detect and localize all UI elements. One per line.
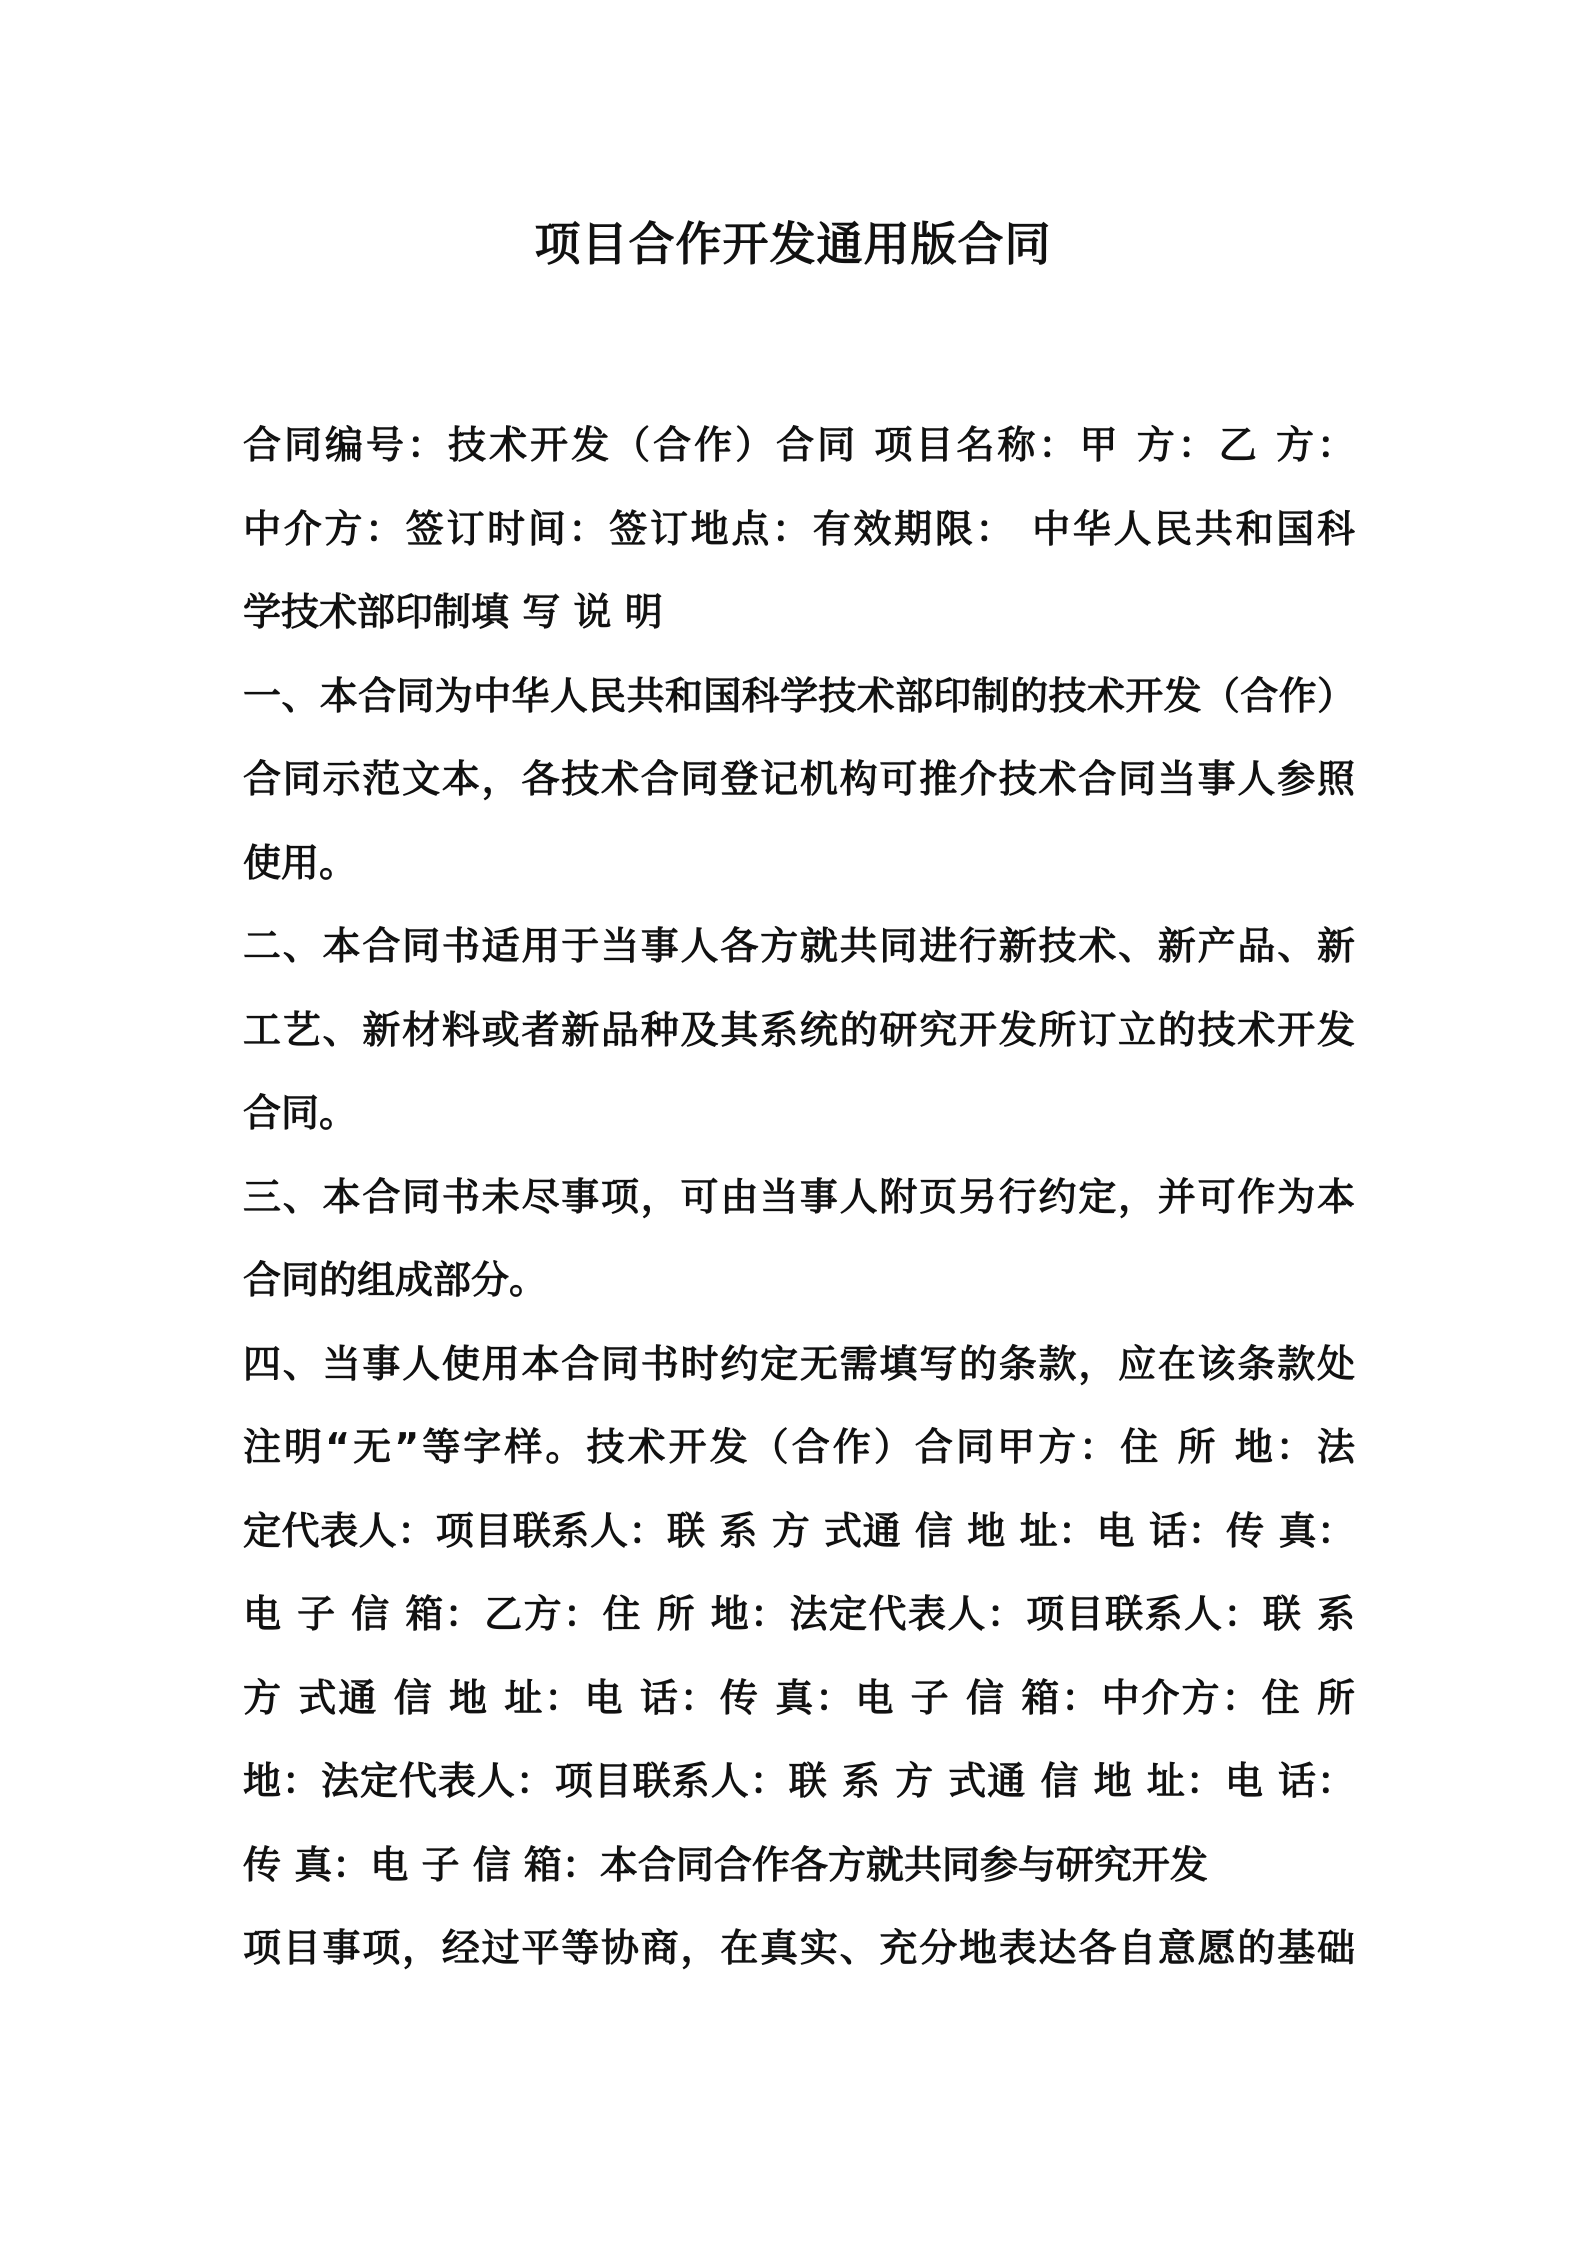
text-line: 合同的组成部分。 bbox=[243, 1258, 548, 1302]
text-line: 使用。 bbox=[243, 840, 358, 885]
text-line: 合同示范文本，各技术合同登记机构可推介技术合同当事人参照 bbox=[243, 757, 1355, 801]
text-line: 四、当事人使用本合同书时约定无需填写的条款，应在该条款处 bbox=[243, 1341, 1355, 1386]
text-line: 电 子 信 箱：乙方：住 所 地：法定代表人：项目联系人：联 系 bbox=[243, 1592, 1355, 1636]
text-line: 项目事项，经过平等协商，在真实、充分地表达各自意愿的基础 bbox=[243, 1926, 1355, 1970]
text-line: 合同编号：技术开发（合作）合同 项目名称：甲 方：乙 方： bbox=[243, 423, 1355, 467]
text-line: 定代表人：项目联系人：联 系 方 式通 信 地 址：电 话：传 真： bbox=[243, 1508, 1355, 1553]
text-line: 合同。 bbox=[243, 1091, 358, 1135]
text-line: 传 真：电 子 信 箱：本合同合作各方就共同参与研究开发 bbox=[243, 1842, 1208, 1887]
text-line: 注明“无”等字样。技术开发（合作）合同甲方：住 所 地：法 bbox=[243, 1425, 1355, 1469]
text-line: 一、本合同为中华人民共和国科学技术部印制的技术开发（合作） bbox=[243, 673, 1355, 718]
text-line: 学技术部印制填 写 说 明 bbox=[243, 590, 663, 634]
text-line: 三、本合同书未尽事项，可由当事人附页另行约定，并可作为本 bbox=[243, 1174, 1355, 1219]
text-line: 工艺、新材料或者新品种及其系统的研究开发所订立的技术开发 bbox=[243, 1007, 1355, 1052]
document-body bbox=[243, 404, 1355, 1991]
document-title: 项目合作开发通用版合同 bbox=[534, 217, 1052, 271]
text-line: 方 式通 信 地 址：电 话：传 真：电 子 信 箱：中介方：住 所 bbox=[243, 1675, 1355, 1720]
text-line: 二、本合同书适用于当事人各方就共同进行新技术、新产品、新 bbox=[243, 924, 1355, 968]
text-line: 中介方：签订时间：签订地点：有效期限： 中华人民共和国科 bbox=[243, 506, 1355, 551]
text-line: 地：法定代表人：项目联系人：联 系 方 式通 信 地 址：电 话： bbox=[243, 1759, 1355, 1803]
